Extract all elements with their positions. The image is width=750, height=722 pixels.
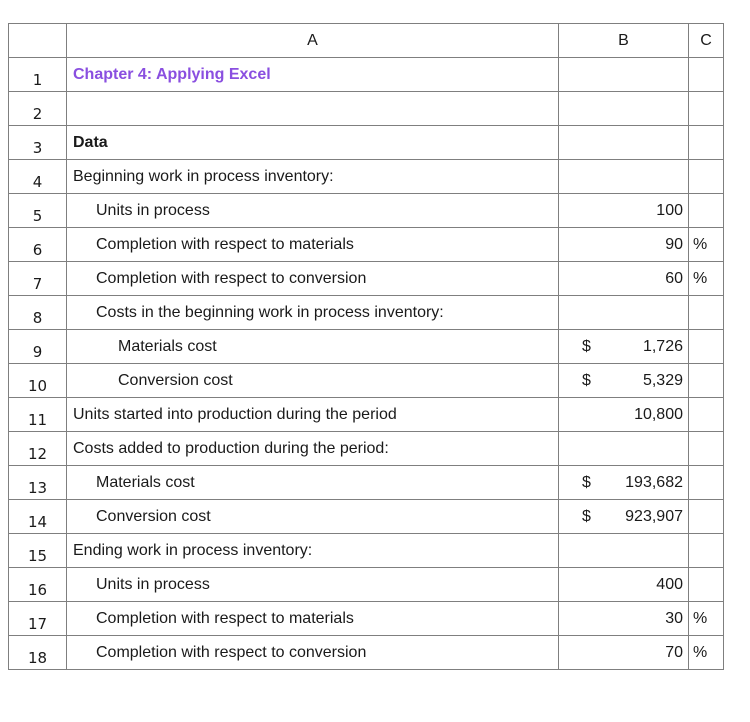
row-header[interactable]: 17 (9, 602, 67, 636)
cell-value: 1,726 (642, 338, 683, 355)
cell-c[interactable] (689, 330, 724, 364)
currency-symbol: $ (582, 372, 591, 389)
cell-a[interactable]: Completion with respect to conversion (67, 262, 559, 296)
spreadsheet-grid (8, 23, 724, 670)
table-row (9, 364, 724, 398)
row-header[interactable]: 15 (9, 534, 67, 568)
cell-a[interactable]: Units in process (67, 194, 559, 228)
row-header[interactable]: 10 (9, 364, 67, 398)
cell-b[interactable] (559, 160, 689, 194)
row-header[interactable]: 6 (9, 228, 67, 262)
table-row (9, 160, 724, 194)
cell-c[interactable]: % (689, 228, 724, 262)
row-header[interactable]: 16 (9, 568, 67, 602)
table-row (9, 58, 724, 92)
cell-b[interactable] (559, 262, 689, 296)
table-row (9, 194, 724, 228)
cell-c[interactable]: % (689, 636, 724, 670)
cell-c[interactable] (689, 568, 724, 602)
column-header-row (9, 24, 724, 58)
cell-b[interactable] (559, 432, 689, 466)
row-header[interactable]: 8 (9, 296, 67, 330)
cell-a[interactable]: Completion with respect to conversion (67, 636, 559, 670)
sheet-body (9, 58, 724, 670)
cell-c[interactable]: % (689, 262, 724, 296)
table-row (9, 466, 724, 500)
cell-a[interactable] (67, 92, 559, 126)
cell-b[interactable] (559, 58, 689, 92)
cell-a[interactable]: Units started into production during the period (67, 398, 559, 432)
cell-b[interactable] (559, 500, 689, 534)
cell-value: 5,329 (642, 372, 683, 389)
cell-a[interactable]: Units in process (67, 568, 559, 602)
cell-c[interactable] (689, 500, 724, 534)
row-header[interactable]: 18 (9, 636, 67, 670)
cell-value: 60 (665, 270, 683, 287)
table-row (9, 398, 724, 432)
cell-c[interactable]: % (689, 602, 724, 636)
cell-c[interactable] (689, 58, 724, 92)
cell-value: 30 (665, 610, 683, 627)
table-row (9, 602, 724, 636)
table-row (9, 534, 724, 568)
table-row (9, 92, 724, 126)
cell-value: 923,907 (625, 508, 683, 525)
row-header[interactable]: 3 (9, 126, 67, 160)
cell-c[interactable] (689, 160, 724, 194)
cell-value: 90 (665, 236, 683, 253)
currency-symbol: $ (582, 508, 591, 525)
row-header[interactable]: 9 (9, 330, 67, 364)
row-header[interactable]: 12 (9, 432, 67, 466)
cell-c[interactable] (689, 92, 724, 126)
cell-a[interactable]: Ending work in process inventory: (67, 534, 559, 568)
column-header-a[interactable]: A (67, 24, 559, 58)
table-row (9, 568, 724, 602)
currency-symbol: $ (582, 474, 591, 491)
cell-b[interactable] (559, 92, 689, 126)
cell-a[interactable]: Costs added to production during the period: (67, 432, 559, 466)
cell-c[interactable] (689, 364, 724, 398)
cell-b[interactable] (559, 364, 689, 398)
cell-c[interactable] (689, 296, 724, 330)
table-row (9, 330, 724, 364)
cell-a[interactable]: Data (67, 126, 559, 160)
column-header-b[interactable]: B (559, 24, 689, 58)
row-header[interactable]: 1 (9, 58, 67, 92)
cell-c[interactable] (689, 194, 724, 228)
cell-a[interactable]: Materials cost (67, 466, 559, 500)
cell-a[interactable]: Completion with respect to materials (67, 228, 559, 262)
cell-b[interactable] (559, 126, 689, 160)
cell-value: 400 (656, 576, 683, 593)
currency-symbol: $ (582, 338, 591, 355)
cell-b[interactable] (559, 636, 689, 670)
table-row (9, 126, 724, 160)
cell-b[interactable] (559, 228, 689, 262)
select-all-corner[interactable] (9, 24, 67, 58)
row-header[interactable]: 2 (9, 92, 67, 126)
column-header-c[interactable]: C (689, 24, 724, 58)
table-row (9, 296, 724, 330)
cell-b[interactable] (559, 602, 689, 636)
row-header[interactable]: 5 (9, 194, 67, 228)
cell-b[interactable] (559, 568, 689, 602)
cell-c[interactable] (689, 534, 724, 568)
row-header[interactable]: 13 (9, 466, 67, 500)
table-row (9, 262, 724, 296)
cell-c[interactable] (689, 432, 724, 466)
cell-b[interactable] (559, 534, 689, 568)
cell-a[interactable]: Chapter 4: Applying Excel (67, 58, 559, 92)
cell-value: 193,682 (625, 474, 683, 491)
cell-c[interactable] (689, 466, 724, 500)
table-row (9, 432, 724, 466)
cell-b[interactable] (559, 398, 689, 432)
cell-c[interactable] (689, 126, 724, 160)
cell-c[interactable] (689, 398, 724, 432)
cell-value: 100 (656, 202, 683, 219)
cell-value: 70 (665, 644, 683, 661)
row-header[interactable]: 4 (9, 160, 67, 194)
cell-b[interactable] (559, 330, 689, 364)
cell-a[interactable]: Conversion cost (67, 500, 559, 534)
cell-b[interactable] (559, 466, 689, 500)
table-row (9, 228, 724, 262)
row-header[interactable]: 7 (9, 262, 67, 296)
cell-value: 10,800 (634, 406, 683, 423)
cell-a[interactable]: Conversion cost (67, 364, 559, 398)
cell-a[interactable]: Materials cost (67, 330, 559, 364)
row-header[interactable]: 11 (9, 398, 67, 432)
cell-a[interactable]: Costs in the beginning work in process inventory: (67, 296, 559, 330)
row-header[interactable]: 14 (9, 500, 67, 534)
table-row (9, 500, 724, 534)
cell-b[interactable] (559, 194, 689, 228)
cell-b[interactable] (559, 296, 689, 330)
cell-a[interactable]: Completion with respect to materials (67, 602, 559, 636)
cell-a[interactable]: Beginning work in process inventory: (67, 160, 559, 194)
table-row (9, 636, 724, 670)
